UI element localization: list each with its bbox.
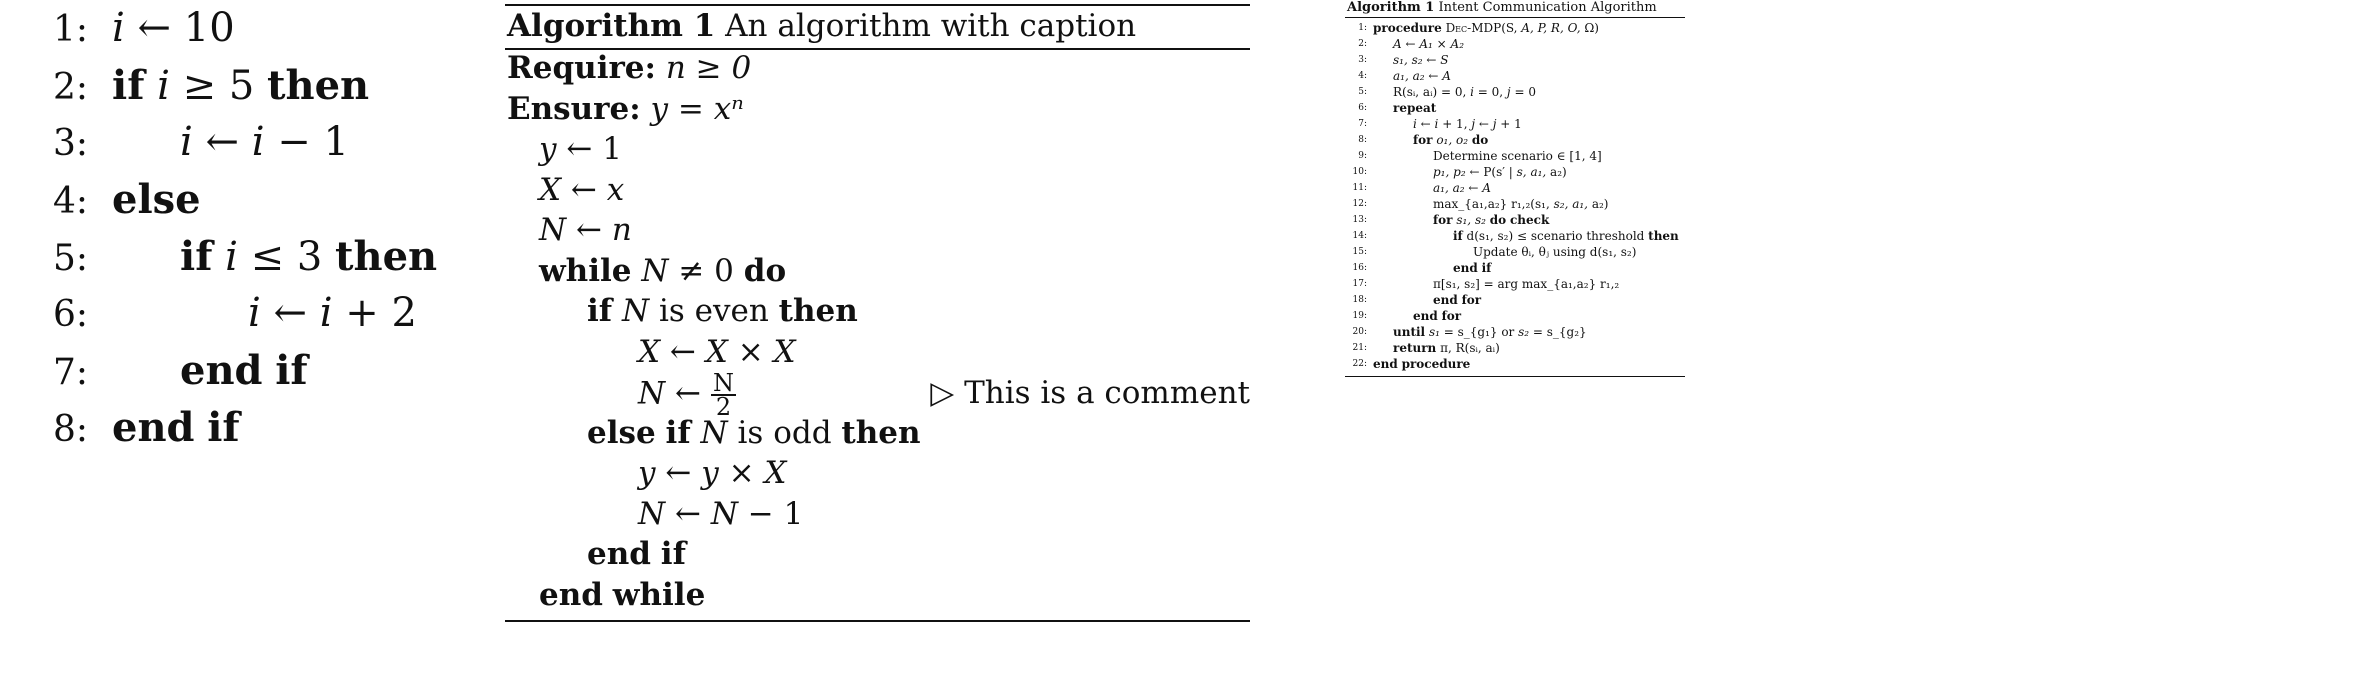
small-algorithm-line [1345,292,1685,308]
small-algorithm-line [1345,84,1685,100]
small-algorithm-line [1345,276,1685,292]
algorithm-line: else if N is odd then [587,414,921,451]
listing-line [32,57,369,114]
small-line-code: for s₁, s₂ do check [1433,213,1550,227]
small-algorithm-line [1345,228,1685,244]
small-line-number: 10: [1352,167,1367,177]
line-code: if i ≤ 3 then [180,233,438,280]
small-line-code: until s₁ = s_{g₁} or s₂ = s_{g₂} [1393,325,1587,339]
small-algorithm-line [1345,100,1685,116]
small-algorithm-line [1345,308,1685,324]
line-number: 6: [52,294,88,335]
small-algorithm-line [1345,68,1685,84]
listing-line [32,285,417,342]
algorithm-line: N ← n [539,212,632,248]
listing-line [32,171,201,228]
line-code: else [112,176,201,223]
small-line-code: p₁, p₂ ← P(s′ | s, a₁, a₂) [1433,165,1567,179]
small-bottom-rule [1345,376,1685,377]
algorithm-line: y ← y × X [638,455,787,491]
small-line-number: 2: [1358,39,1367,49]
algorithm-line: X ← x [539,171,625,208]
small-caption-text: Intent Communication Algorithm [1438,0,1657,15]
small-line-number: 13: [1352,215,1367,225]
small-line-code: a₁, a₂ ← A [1393,69,1451,83]
small-line-code: if d(s₁, s₂) ≤ scenario threshold then [1453,229,1679,243]
small-line-code: for o₁, o₂ do [1413,133,1489,147]
algorithm-with-caption [505,0,1250,625]
small-line-number: 9: [1358,151,1367,161]
line-code: end if [112,404,240,451]
fraction [711,369,736,421]
small-line-code: i ← i + 1, j ← j + 1 [1413,117,1522,131]
small-algorithm-line [1345,116,1685,132]
line-code: i ← i + 2 [248,290,417,336]
small-algorithm-line [1345,340,1685,356]
small-line-number: 15: [1352,247,1367,257]
small-line-code: repeat [1393,101,1437,115]
listing-line [32,342,308,399]
line-code: if i ≥ 5 then [112,62,370,109]
small-line-number: 4: [1358,71,1367,81]
line-code: end if [180,347,308,394]
algorithm-line: y ← 1 [539,131,622,167]
small-caption-rule [1345,17,1685,18]
fraction-denominator: 2 [715,393,732,421]
ensure-text: y = xⁿ [650,91,744,127]
listing-line [32,228,437,285]
small-algorithm-line [1345,132,1685,148]
small-line-code: a₁, a₂ ← A [1433,181,1491,195]
small-line-number: 18: [1352,295,1367,305]
algorithm-line: end if [587,536,686,572]
line-number: 8: [52,409,88,450]
small-line-number: 8: [1358,135,1367,145]
small-algorithm-line [1345,260,1685,276]
small-line-number: 20: [1352,327,1367,337]
small-algorithm-line [1345,180,1685,196]
small-line-number: 14: [1352,231,1367,241]
small-algorithm-line [1345,36,1685,52]
small-line-code: Update θᵢ, θⱼ using d(s₁, s₂) [1473,245,1637,259]
small-line-number: 1: [1358,23,1367,33]
small-line-code: s₁, s₂ ← S [1393,53,1449,67]
small-algorithm-line [1345,244,1685,260]
small-line-code: π[s₁, s₂] = arg max_{a₁,a₂} r₁,₂ [1433,277,1620,291]
small-algorithm-line [1345,212,1685,228]
small-line-code: A ← A₁ × A₂ [1393,37,1465,51]
intent-communication-algorithm [1345,0,1685,380]
small-algorithm-line [1345,324,1685,340]
line-number: 5: [52,238,88,279]
line-number: 4: [52,181,88,222]
listing-line [32,114,349,171]
line-number: 2: [52,67,88,108]
algorithm-caption [507,6,1136,46]
small-line-number: 19: [1352,311,1367,321]
small-line-number: 5: [1358,87,1367,97]
algorithm-line: N ← $\frac{N}{2}$ [638,369,734,421]
small-algorithm-line [1345,164,1685,180]
small-algorithm-line [1345,52,1685,68]
ensure-line [507,89,744,129]
require-text: n ≥ 0 [665,50,752,86]
small-line-number: 16: [1352,263,1367,273]
algorithm-comment: ▷ This is a comment [930,375,1250,411]
small-line-code: return π, R(sᵢ, aᵢ) [1393,341,1500,355]
small-algorithm-line [1345,356,1685,372]
ensure-label: Ensure: [507,91,641,127]
small-line-number: 3: [1358,55,1367,65]
small-line-number: 11: [1352,183,1367,193]
algorithm-line: X ← X × X [638,333,796,370]
line-number: 7: [52,352,88,393]
line-number: 1: [52,9,88,50]
small-line-code: end for [1433,293,1482,307]
small-line-code: end for [1413,309,1462,323]
listing-line [32,399,240,456]
small-caption-label: Algorithm 1 [1347,0,1435,15]
caption-text: An algorithm with caption [725,8,1137,44]
small-line-code: R(sᵢ, aᵢ) = 0, i = 0, j = 0 [1393,85,1536,99]
small-line-number: 7: [1358,119,1367,129]
algorithm-line: end while [539,576,706,613]
caption-label: Algorithm 1 [507,8,716,44]
algorithm-line: N ← N − 1 [638,495,804,532]
small-line-code: max_{a₁,a₂} r₁,₂(s₁, s₂, a₁, a₂) [1433,197,1609,211]
line-code: i ← 10 [112,5,235,51]
small-line-code: procedure Dec-MDP(S, A, P, R, O, Ω) [1373,21,1599,35]
algorithm-line: while N ≠ 0 do [539,252,787,289]
small-line-number: 6: [1358,103,1367,113]
require-line [507,48,751,88]
small-line-number: 21: [1352,343,1367,353]
small-algorithm-caption [1347,0,1657,16]
small-line-code: end procedure [1373,357,1471,371]
require-label: Require: [507,50,656,86]
line-number: 3: [52,123,88,164]
line-code: i ← i − 1 [180,119,349,165]
listing-line [32,0,235,57]
small-line-number: 12: [1352,199,1367,209]
small-algorithm-line [1345,196,1685,212]
fraction-numerator: N [712,369,734,397]
algorithm-line: if N is even then [587,293,858,329]
bottom-rule [505,620,1250,622]
small-algorithm-line [1345,148,1685,164]
small-line-code: Determine scenario ∈ [1, 4] [1433,149,1602,163]
small-line-code: end if [1453,261,1492,275]
small-algorithm-line [1345,20,1685,36]
small-line-number: 22: [1352,359,1367,369]
small-line-number: 17: [1352,279,1367,289]
